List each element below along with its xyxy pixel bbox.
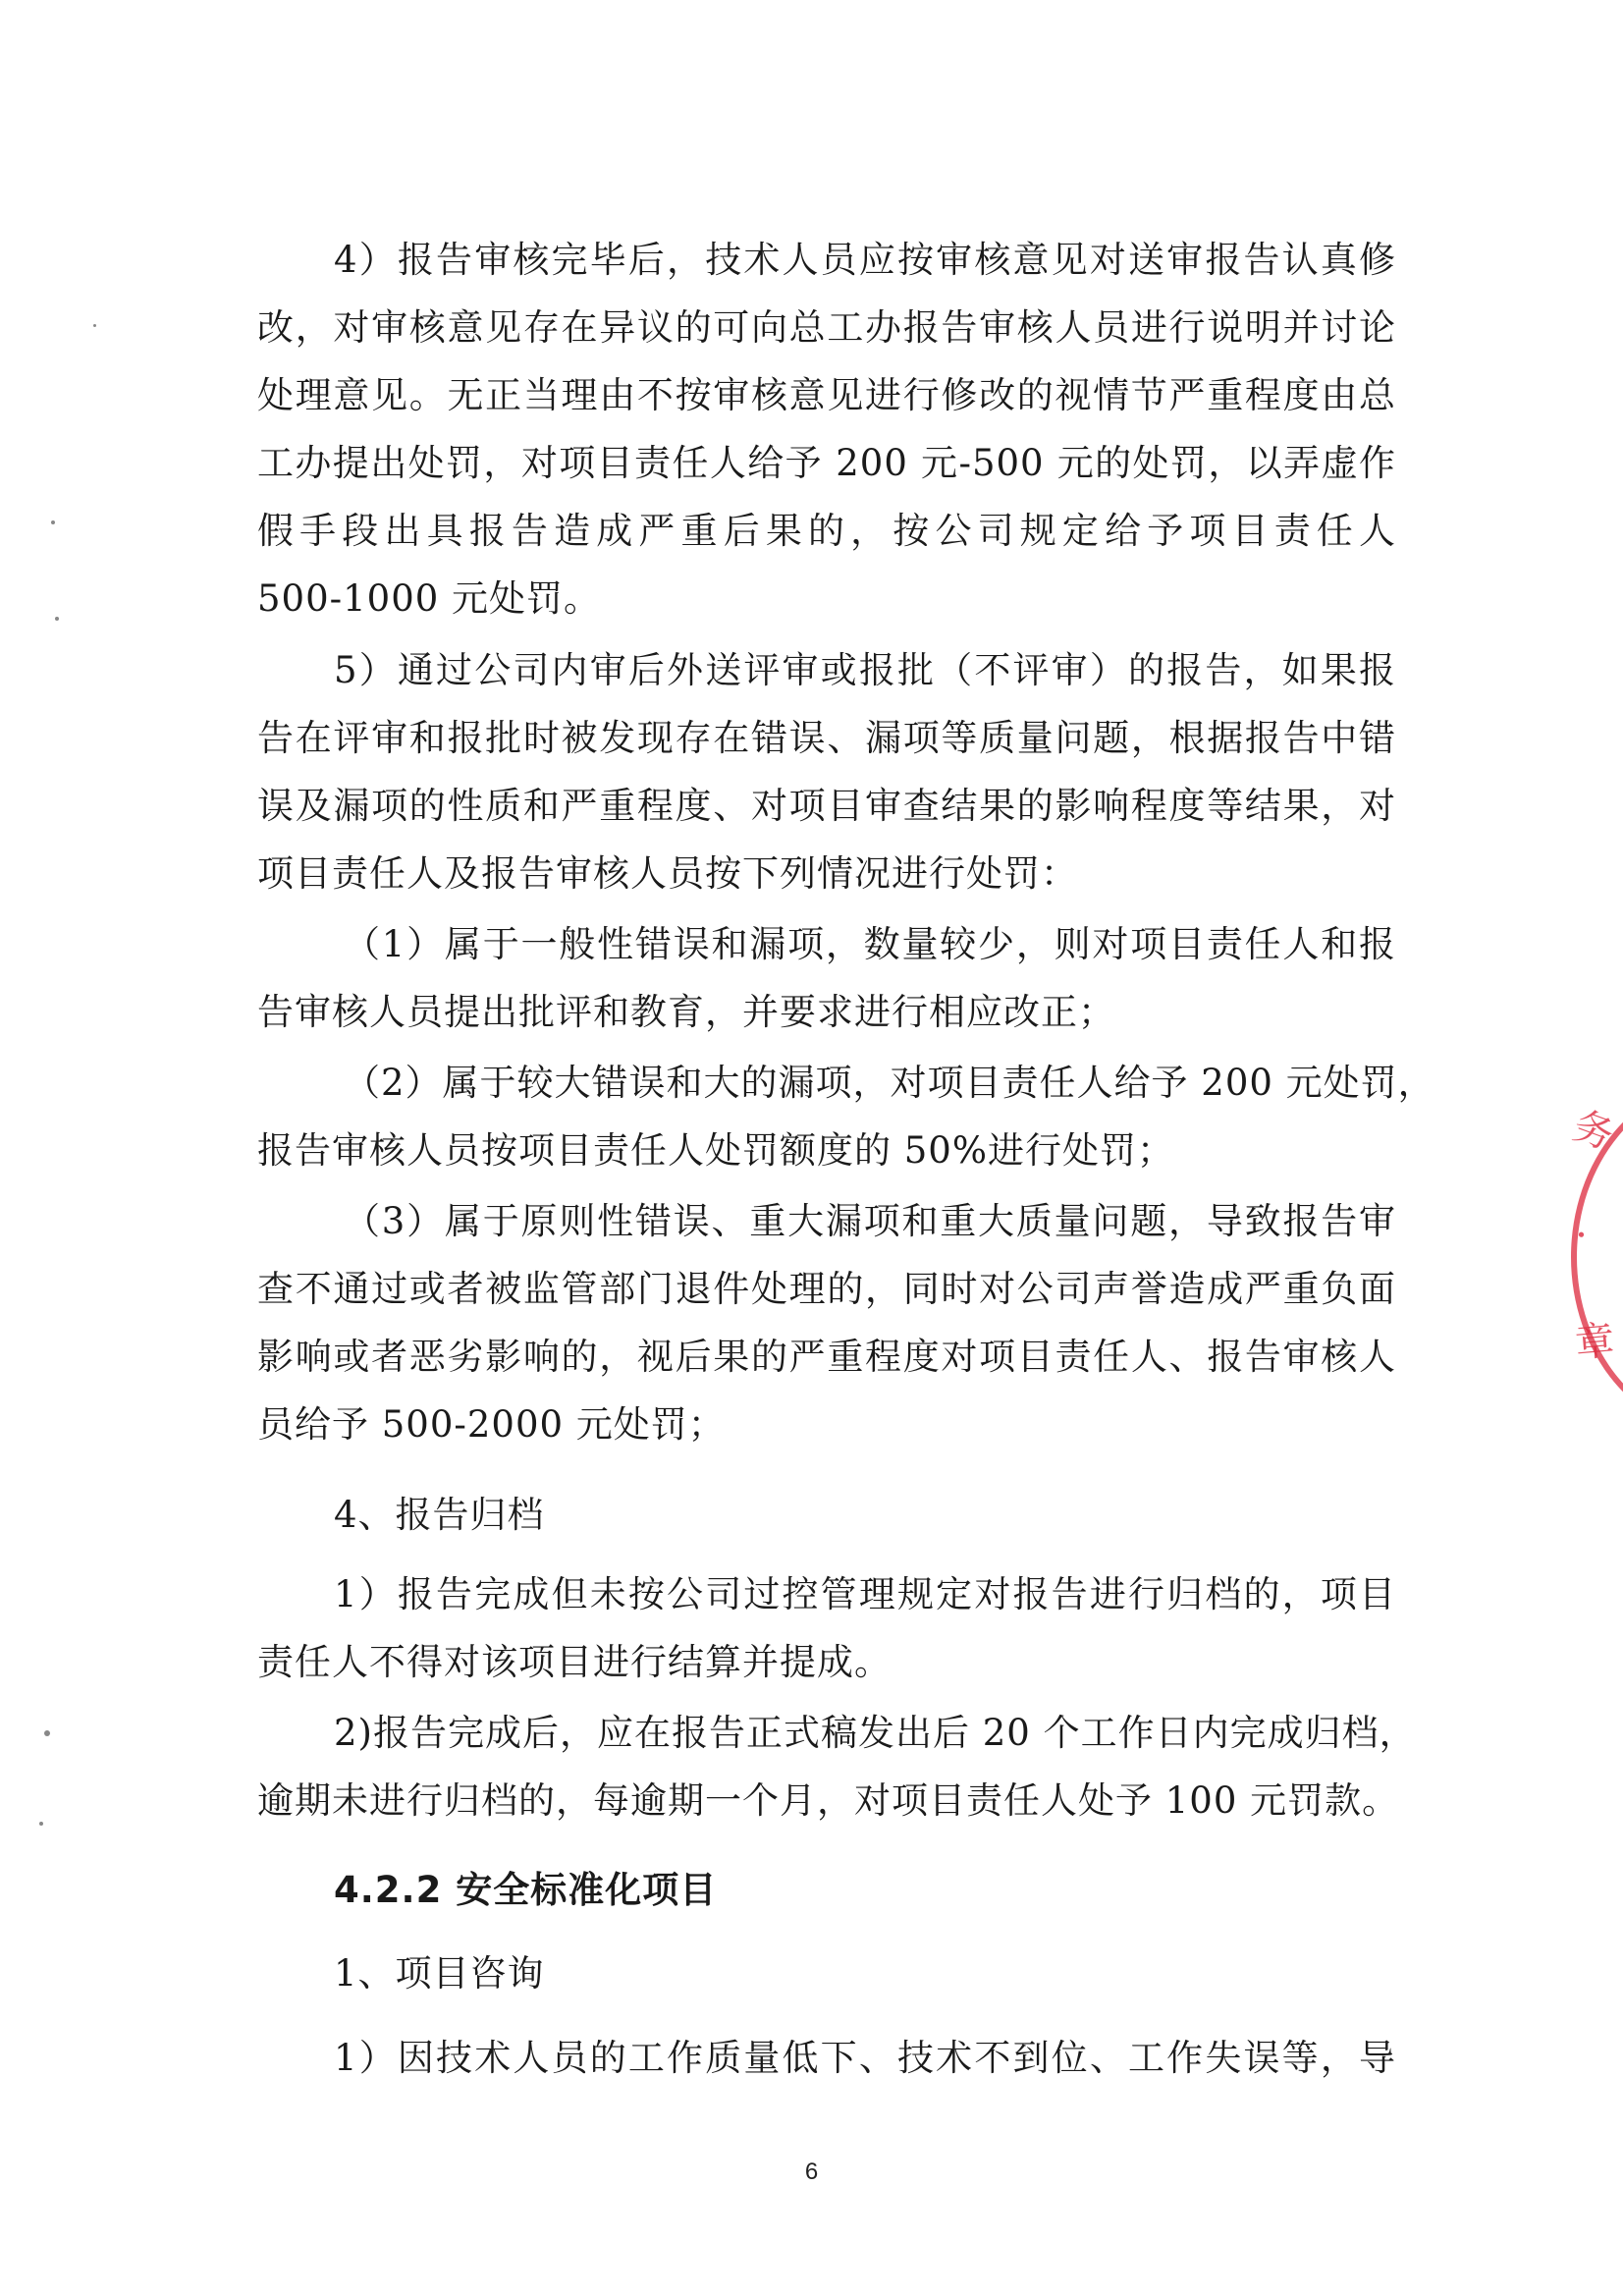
text-line: 1）报告完成但未按公司过控管理规定对报告进行归档的，项目 xyxy=(334,1573,1396,1615)
text-line: （3）属于原则性错误、重大漏项和重大质量问题，导致报告审 xyxy=(344,1200,1396,1242)
text-line: 误及漏项的性质和严重程度、对项目审查结果的影响程度等结果，对 xyxy=(257,785,1396,827)
text-line: 假手段出具报告造成严重后果的，按公司规定给予项目责任人 xyxy=(257,510,1396,552)
subsection-heading: 4.2.2 安全标准化项目 xyxy=(334,1869,718,1911)
seal-character: 务 xyxy=(1567,1103,1620,1160)
text-line: 2)报告完成后，应在报告正式稿发出后 20 个工作日内完成归档， xyxy=(334,1712,1417,1754)
text-line: 影响或者恶劣影响的，视后果的严重程度对项目责任人、报告审核人 xyxy=(257,1336,1396,1378)
text-line: 500-1000 元处罚。 xyxy=(257,577,602,620)
text-line: 员给予 500-2000 元处罚； xyxy=(257,1403,726,1446)
text-line: 告在评审和报批时被发现存在错误、漏项等质量问题，根据报告中错 xyxy=(257,717,1396,759)
text-line: 项目责任人及报告审核人员按下列情况进行处罚： xyxy=(257,852,1078,895)
text-line: 5）通过公司内审后外送评审或报批（不评审）的报告，如果报 xyxy=(334,649,1396,691)
text-line: 查不通过或者被监管部门退件处理的，同时对公司声誉造成严重负面 xyxy=(257,1268,1396,1310)
text-line: （2）属于较大错误和大的漏项，对项目责任人给予 200 元处罚， xyxy=(344,1062,1435,1104)
text-line: 报告审核人员按项目责任人处罚额度的 50%进行处罚； xyxy=(257,1129,1174,1172)
scan-speck xyxy=(51,520,55,524)
text-line: 责任人不得对该项目进行结算并提成。 xyxy=(257,1641,892,1683)
text-line: （1）属于一般性错误和漏项，数量较少，则对项目责任人和报 xyxy=(344,923,1396,965)
text-line: 处理意见。无正当理由不按审核意见进行修改的视情节严重程度由总 xyxy=(257,374,1396,416)
scan-speck xyxy=(93,324,96,327)
red-seal-stamp xyxy=(1561,1080,1623,1434)
seal-character: · xyxy=(1571,1212,1592,1259)
text-line: 4）报告审核完毕后，技术人员应按审核意见对送审报告认真修 xyxy=(334,239,1396,281)
text-line: 1）因技术人员的工作质量低下、技术不到位、工作失误等，导 xyxy=(334,2037,1396,2079)
text-line: 改，对审核意见存在异议的可向总工办报告审核人员进行说明并讨论 xyxy=(257,306,1396,349)
page-number: 6 xyxy=(804,2159,819,2185)
scan-speck xyxy=(39,1822,43,1826)
section-heading: 4、报告归档 xyxy=(334,1494,545,1536)
text-line: 告审核人员提出批评和教育，并要求进行相应改正； xyxy=(257,991,1115,1033)
text-line: 工办提出处罚，对项目责任人给予 200 元-500 元的处罚，以弄虚作 xyxy=(257,442,1396,484)
section-heading: 1、项目咨询 xyxy=(334,1952,545,1995)
scan-speck xyxy=(44,1730,50,1736)
scan-speck xyxy=(55,617,59,621)
seal-character: 章 xyxy=(1573,1318,1617,1367)
text-line: 逾期未进行归档的，每逾期一个月，对项目责任人处予 100 元罚款。 xyxy=(257,1779,1400,1822)
